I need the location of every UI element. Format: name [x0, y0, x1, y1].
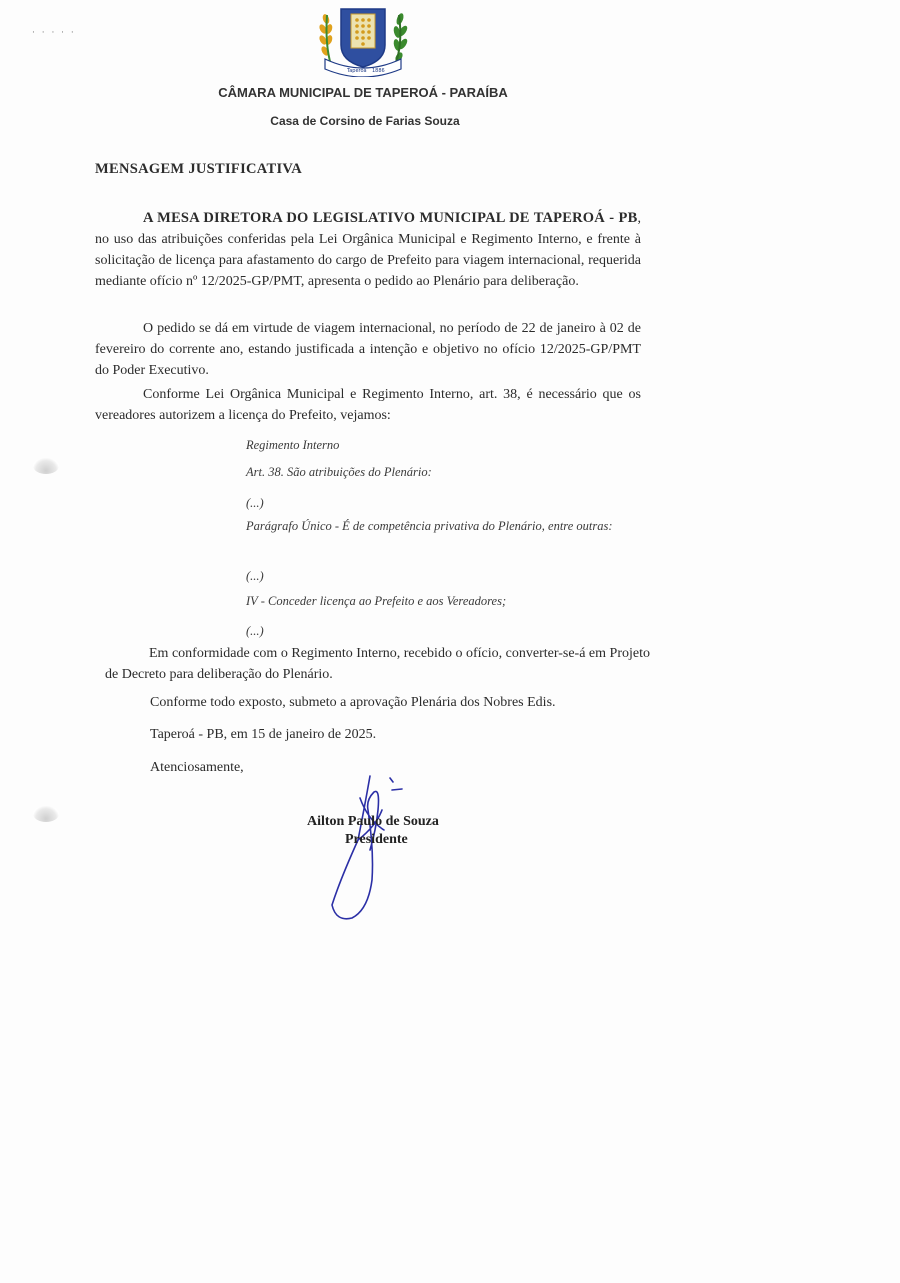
- logo-name-text: Taperoá: [347, 68, 367, 74]
- institution-name: CÂMARA MUNICIPAL DE TAPEROÁ - PARAÍBA: [218, 85, 508, 100]
- quote-ellipsis: (...): [246, 569, 264, 583]
- paragraph-1-bold-lead: A MESA DIRETORA DO LEGISLATIVO MUNICIPAL DE TAPEROÁ - PB: [143, 210, 638, 226]
- document-title: MENSAGEM JUSTIFICATIVA: [95, 161, 303, 177]
- paragraph-4: Em conformidade com o Regimento Interno, recebido o ofício, converter-se-á em Projeto de Decreto para deliberação do Plenário.: [105, 646, 650, 682]
- salutation: Atenciosamente,: [150, 760, 244, 775]
- quote-ellipsis: (...): [246, 496, 264, 510]
- paragraph-1-body: , no uso das atribuições conferidas pela Lei Orgânica Municipal e Regimento Interno, e frente à solicitação de licença para afastamento do cargo de Prefeito para viagem internacional, requerida mediante ofício nº 12/2025-GP/PMT, apresenta o pedido ao Plenário para deliberação.: [95, 211, 641, 289]
- date-line: Taperoá - PB, em 15 de janeiro de 2025.: [150, 727, 377, 742]
- paragraph-3: Conforme Lei Orgânica Municipal e Regimento Interno, art. 38, é necessário que os vereadores autorizem a licença do Prefeito, vejamos:: [95, 387, 641, 423]
- quote-article: Art. 38. São atribuições do Plenário:: [246, 465, 432, 479]
- institution-subtitle: Casa de Corsino de Farias Souza: [270, 114, 460, 128]
- signer-role: Presidente: [345, 832, 408, 847]
- quote-source: Regimento Interno: [246, 438, 340, 452]
- quote-ellipsis: (...): [246, 624, 264, 638]
- punch-hole-mark: [33, 458, 59, 474]
- quote-item-iv: IV - Conceder licença ao Prefeito e aos Vereadores;: [246, 594, 507, 608]
- municipal-coat-of-arms-logo: [317, 5, 409, 77]
- paragraph-1: [95, 208, 641, 292]
- punch-hole-mark: [33, 806, 59, 822]
- signer-name: Ailton Paulo de Souza: [307, 814, 439, 829]
- paragraph-2: O pedido se dá em virtude de viagem internacional, no período de 22 de janeiro à 02 de fevereiro do corrente ano, estando justificada a intenção e objetivo no ofício 12/2025-GP/PMT do Poder Executivo.: [95, 321, 641, 378]
- logo-year-text: 1886: [372, 68, 385, 74]
- closing-statement: Conforme todo exposto, submeto a aprovação Plenária dos Nobres Edis.: [150, 695, 556, 710]
- scan-speckles: · · · · ·: [32, 28, 76, 38]
- quote-paragraph-unico: Parágrafo Único - É de competência privativa do Plenário, entre outras:: [246, 519, 613, 533]
